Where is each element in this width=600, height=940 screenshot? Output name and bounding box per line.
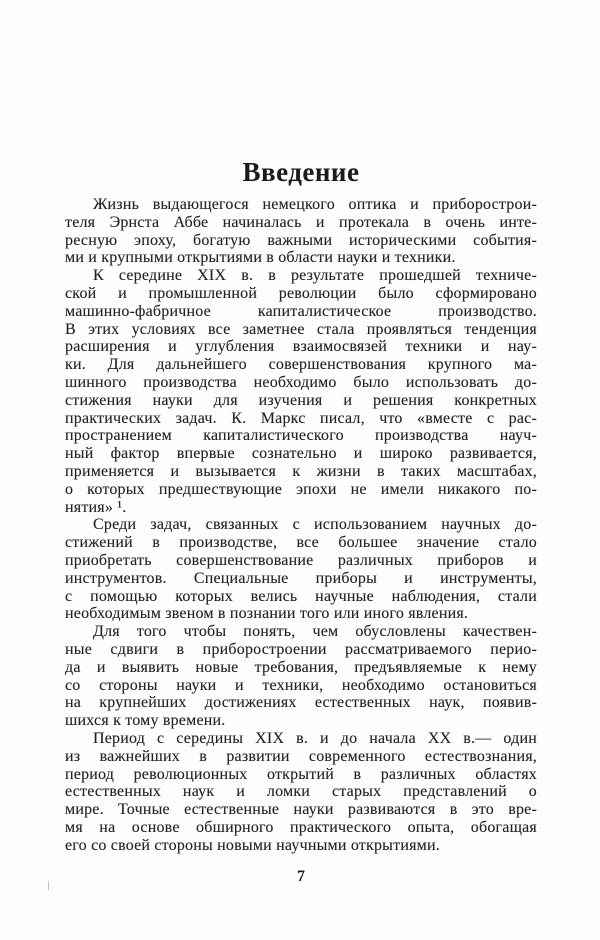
text-line: теля Эрнста Аббе начиналась и протекала в очень инте- — [65, 213, 537, 231]
text-line: пространением капиталистического производства науч- — [65, 427, 537, 445]
text-line: нятия» ¹. — [65, 498, 127, 516]
paragraph — [65, 267, 537, 516]
scan-artifact-mark — [48, 881, 49, 890]
text-line: Период с середины XIX в. и до начала XX в.— один — [93, 729, 537, 747]
text-line: инструментов. Специальные приборы и инструменты, — [65, 569, 537, 587]
text-line: ресную эпоху, богатую важными историческими события- — [65, 231, 537, 249]
text-line: практических задач. К. Маркс писал, что «вместе с рас- — [65, 409, 537, 427]
text-line: ки. Для дальнейшего совершенствования крупного ма- — [65, 356, 537, 374]
text-line: стижений в производстве, все большее значение стало — [65, 534, 537, 552]
paragraph — [65, 730, 537, 855]
body-text — [65, 196, 537, 854]
page-number: 7 — [297, 868, 305, 885]
text-line: ми и крупными открытиями в области науки и техники. — [65, 249, 456, 267]
text-line: расширения и углубления взаимосвязей техники и нау- — [65, 338, 537, 356]
text-line: стижения науки для изучения и решения конкретных — [65, 391, 537, 409]
text-line: Среди задач, связанных с использованием научных до- — [93, 516, 537, 534]
paragraph — [65, 516, 537, 623]
text-line: из важнейших в развитии современного естествознания, — [65, 747, 537, 765]
text-line: с помощью которых велись научные наблюдения, стали — [65, 587, 537, 605]
text-line: машинно-фабричное капиталистическое производство. — [65, 302, 537, 320]
text-line: необходимым звеном в познании того или иного явления. — [65, 605, 469, 623]
text-line: В этих условиях все заметнее стала проявляться тенденция — [65, 320, 537, 338]
text-line: ской и промышленной революции было сформировано — [65, 284, 537, 302]
text-line: К середине XIX в. в результате прошедшей техниче- — [93, 267, 537, 285]
text-line: Жизнь выдающегося немецкого оптика и приборострои- — [93, 196, 537, 213]
text-line: приобретать совершенствование различных приборов и — [65, 551, 537, 569]
text-line: применяется и вызывается к жизни в таких масштабах, — [65, 462, 537, 480]
text-line: со стороны науки и техники, необходимо остановиться — [65, 676, 537, 694]
text-line: период революционных открытий в различных областях — [65, 765, 537, 783]
text-line: Для того чтобы понять, чем обусловлены качествен- — [93, 623, 537, 641]
text-line: ный фактор впервые сознательно и широко развивается, — [65, 445, 537, 463]
text-line: ные сдвиги в приборостроении рассматриваемого перио- — [65, 640, 537, 658]
paragraph — [65, 623, 537, 730]
text-line: мя на основе обширного практического опыта, обогащая — [65, 818, 537, 836]
chapter-title: Введение — [242, 157, 360, 188]
text-line: естественных наук и ломки старых представлений о — [65, 783, 537, 801]
text-line: мире. Точные естественные науки развиваются в это вре- — [65, 801, 537, 819]
text-line: шихся к тому времени. — [65, 712, 226, 730]
paragraph — [65, 196, 537, 267]
text-line: да и выявить новые требования, предъявляемые к нему — [65, 658, 537, 676]
text-line: о которых предшествующие эпохи не имели никакого по- — [65, 480, 537, 498]
text-line: его со своей стороны новыми научными открытиями. — [65, 836, 440, 854]
text-line: шинного производства необходимо было использовать до- — [65, 373, 537, 391]
text-line: на крупнейших достижениях естественных наук, появив- — [65, 694, 537, 712]
